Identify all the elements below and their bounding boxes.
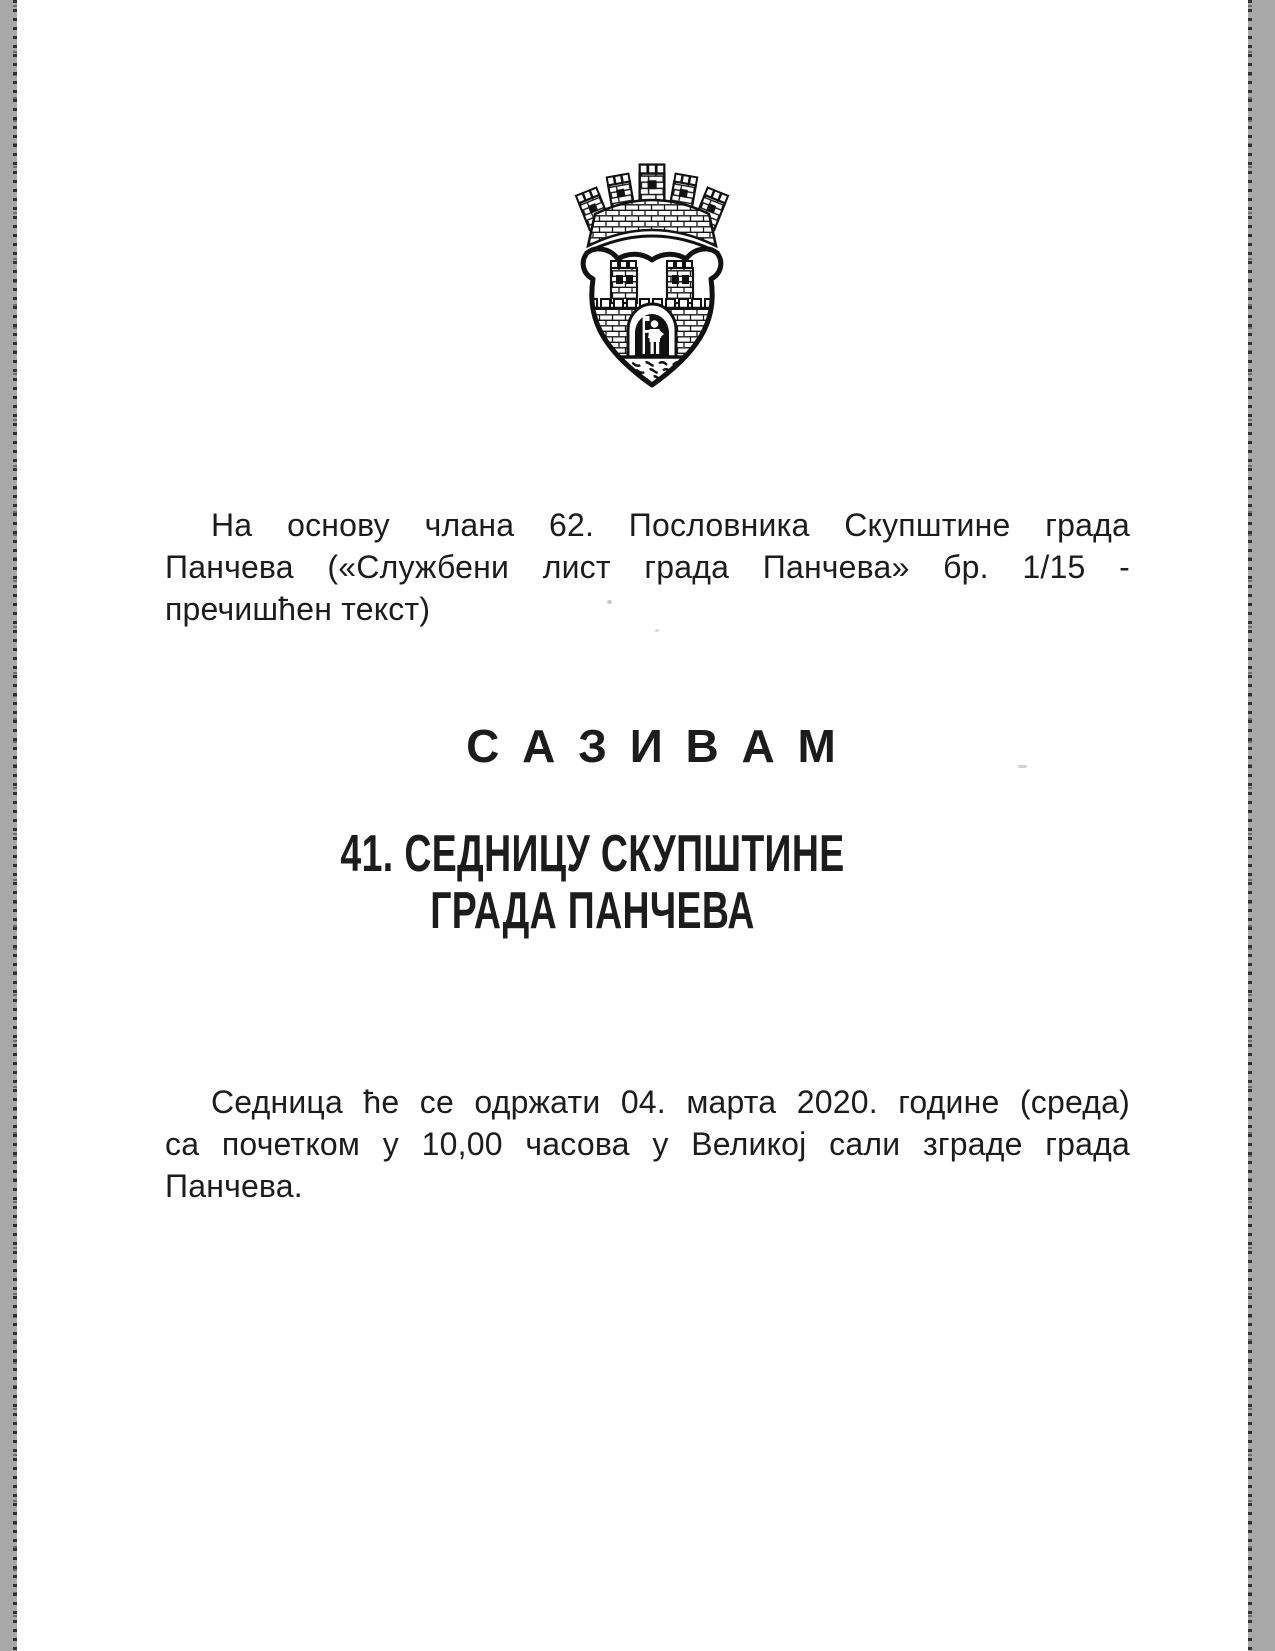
schedule-paragraph [165, 1081, 1130, 1207]
scan-speck [1018, 765, 1027, 768]
intro-line: На основу члана 62. Пословника Скупштине града [211, 507, 1130, 543]
intro-line: пречишћен текст) [165, 591, 431, 627]
convene-heading: С А З И В А М [466, 720, 839, 772]
intro-line: Панчева («Службени лист града Панчева» бр. 1/15 - [165, 549, 1130, 585]
scan-edge-left [0, 0, 17, 1651]
session-heading-line: ГРАДА ПАНЧЕВА [430, 882, 755, 940]
schedule-line: Седница ће се одржати 04. марта 2020. године (среда) [211, 1084, 1130, 1120]
scan-edge-right [1248, 0, 1275, 1651]
scan-speck [655, 629, 659, 632]
pancevo-coat-of-arms-icon [570, 138, 734, 390]
session-heading [110, 826, 1075, 940]
session-heading-line: 41. СЕДНИЦУ СКУПШТИНЕ [340, 825, 845, 883]
intro-paragraph [165, 504, 1130, 630]
schedule-line: Панчева. [165, 1168, 303, 1204]
scan-speck [607, 600, 612, 604]
schedule-line: са почетком у 10,00 часова у Великој сали зграде града [165, 1126, 1130, 1162]
